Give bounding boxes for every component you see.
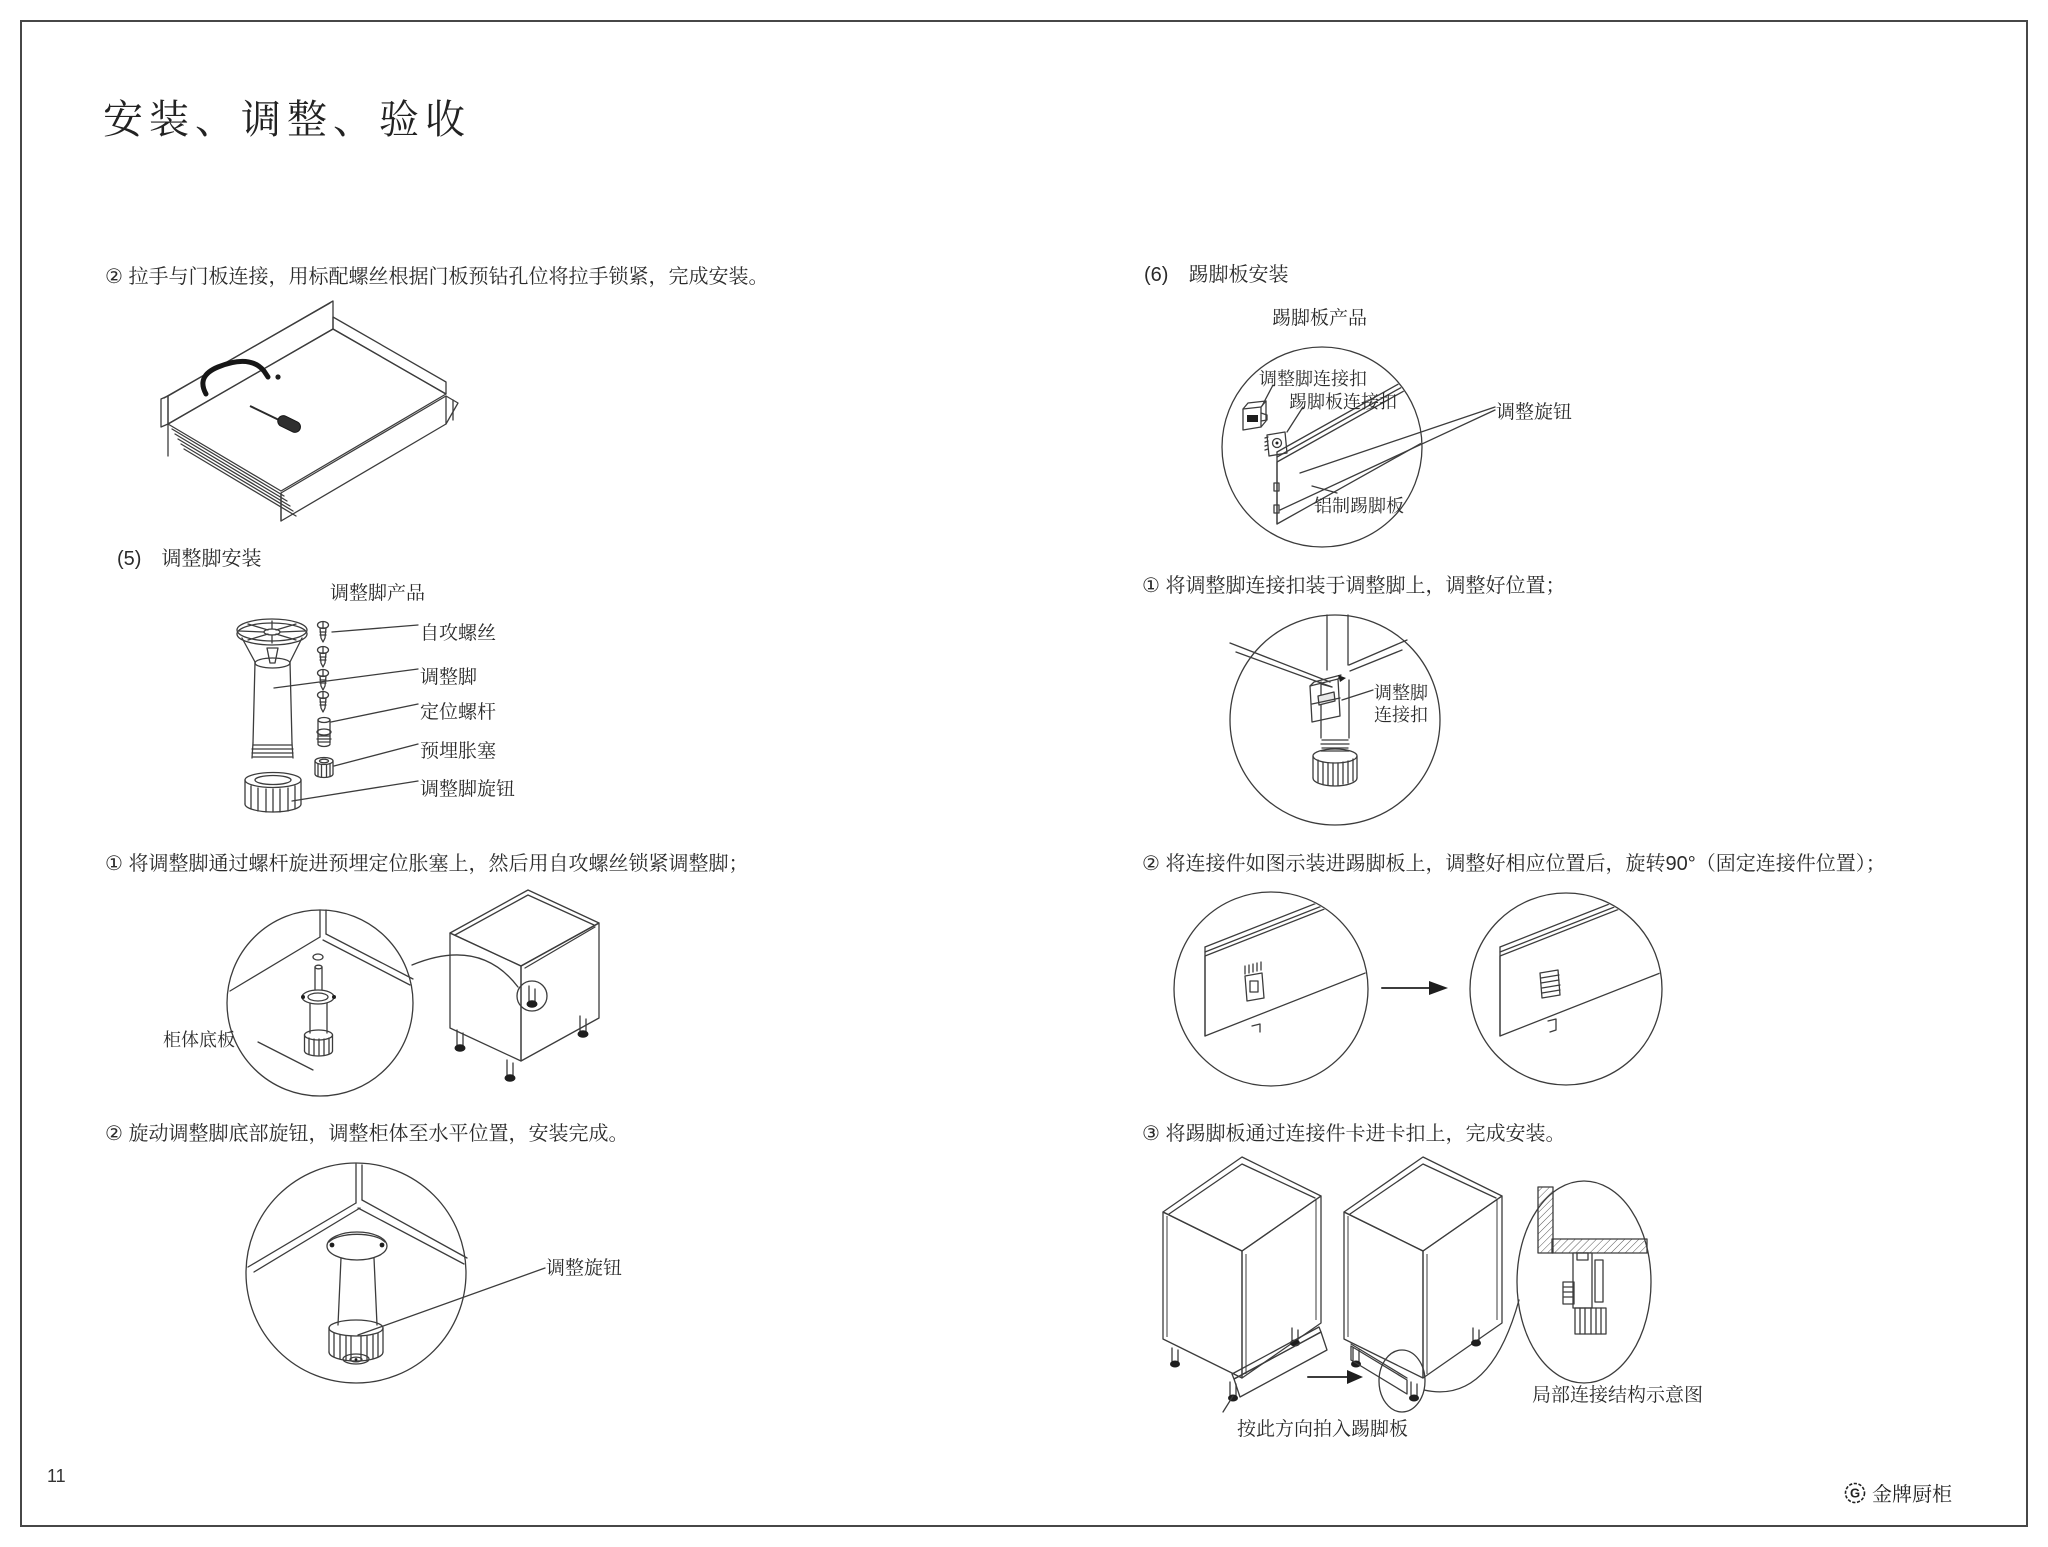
screwdriver-icon (250, 406, 302, 434)
foot-product-title: 调整脚产品 (330, 583, 426, 604)
label-foot-connector: 调整脚连接扣 (1259, 369, 1367, 389)
label-detail-structure: 局部连接结构示意图 (1532, 1385, 1704, 1406)
kickboard-step2-text: ② 将连接件如图示装进踢脚板上，调整好相应位置后，旋转90°（固定连接件位置）； (1142, 853, 1886, 875)
label-foot-knob: 调整脚旋钮 (420, 779, 516, 800)
page-title: 安装、调整、验收 (103, 98, 471, 142)
label-board-connector: 踢脚板连接扣 (1289, 392, 1397, 412)
label-foot-clip-line2: 连接扣 (1374, 705, 1428, 725)
screw-dot (275, 374, 280, 379)
label-embedded-plug: 预埋胀塞 (420, 741, 497, 762)
label-adjust-knob-right: 调整旋钮 (1496, 402, 1573, 423)
svg-text:G: G (1849, 1485, 1861, 1500)
handle-step-text: ② 拉手与门板连接，用标配螺丝根据门板预钻孔位将拉手锁紧，完成安装。 (105, 266, 769, 288)
handle-icon (203, 361, 268, 394)
kickboard-product-title: 踢脚板产品 (1272, 308, 1368, 329)
foot-install-diagram (150, 885, 620, 1120)
label-positioning-stud: 定位螺杆 (420, 702, 497, 723)
brand-g-icon (1843, 1481, 1867, 1505)
foot-clip-part (1243, 401, 1267, 430)
label-adjust-knob-left: 调整旋钮 (546, 1258, 623, 1279)
adjustable-foot-exploded-diagram (230, 608, 430, 848)
label-cabinet-bottom: 柜体底板 (163, 1030, 235, 1050)
foot-step2-text: ② 旋动调整脚底部旋钮，调整柜体至水平位置，安装完成。 (105, 1123, 629, 1145)
label-self-tapping-screw: 自攻螺丝 (420, 623, 497, 644)
foot-step1-text: ① 将调整脚通过螺杆旋进预埋定位胀塞上，然后用自攻螺丝锁紧调整脚； (105, 853, 749, 875)
stud-part (317, 718, 331, 747)
brand-logo (1843, 1478, 1952, 1507)
door-panel-diagram (128, 296, 538, 541)
kickboard-install-diagram (1155, 1150, 1855, 1450)
section6-heading: (6) 踢脚板安装 (1144, 264, 1289, 286)
knob-adjust-diagram (180, 1162, 600, 1442)
section5-heading: (5) 调整脚安装 (117, 548, 262, 570)
plug-part (315, 758, 333, 778)
screws-column (318, 622, 329, 713)
label-foot-clip-line1: 调整脚 (1374, 683, 1428, 703)
label-push-direction: 按此方向拍入踢脚板 (1237, 1419, 1409, 1440)
kickboard-step3-text: ③ 将踢脚板通过连接件卡进卡扣上，完成安装。 (1142, 1123, 1566, 1145)
board-clip-part (1265, 432, 1287, 456)
label-adjustable-foot: 调整脚 (420, 667, 478, 688)
page-number: 11 (47, 1466, 66, 1486)
clip-rotate-diagram (1178, 888, 1673, 1098)
brand-name: 金牌厨柜 (1872, 1484, 1952, 1506)
kickboard-step1-text: ① 将调整脚连接扣装于调整脚上，调整好位置； (1142, 575, 1566, 597)
label-aluminum-board: 铝制踢脚板 (1314, 496, 1404, 516)
